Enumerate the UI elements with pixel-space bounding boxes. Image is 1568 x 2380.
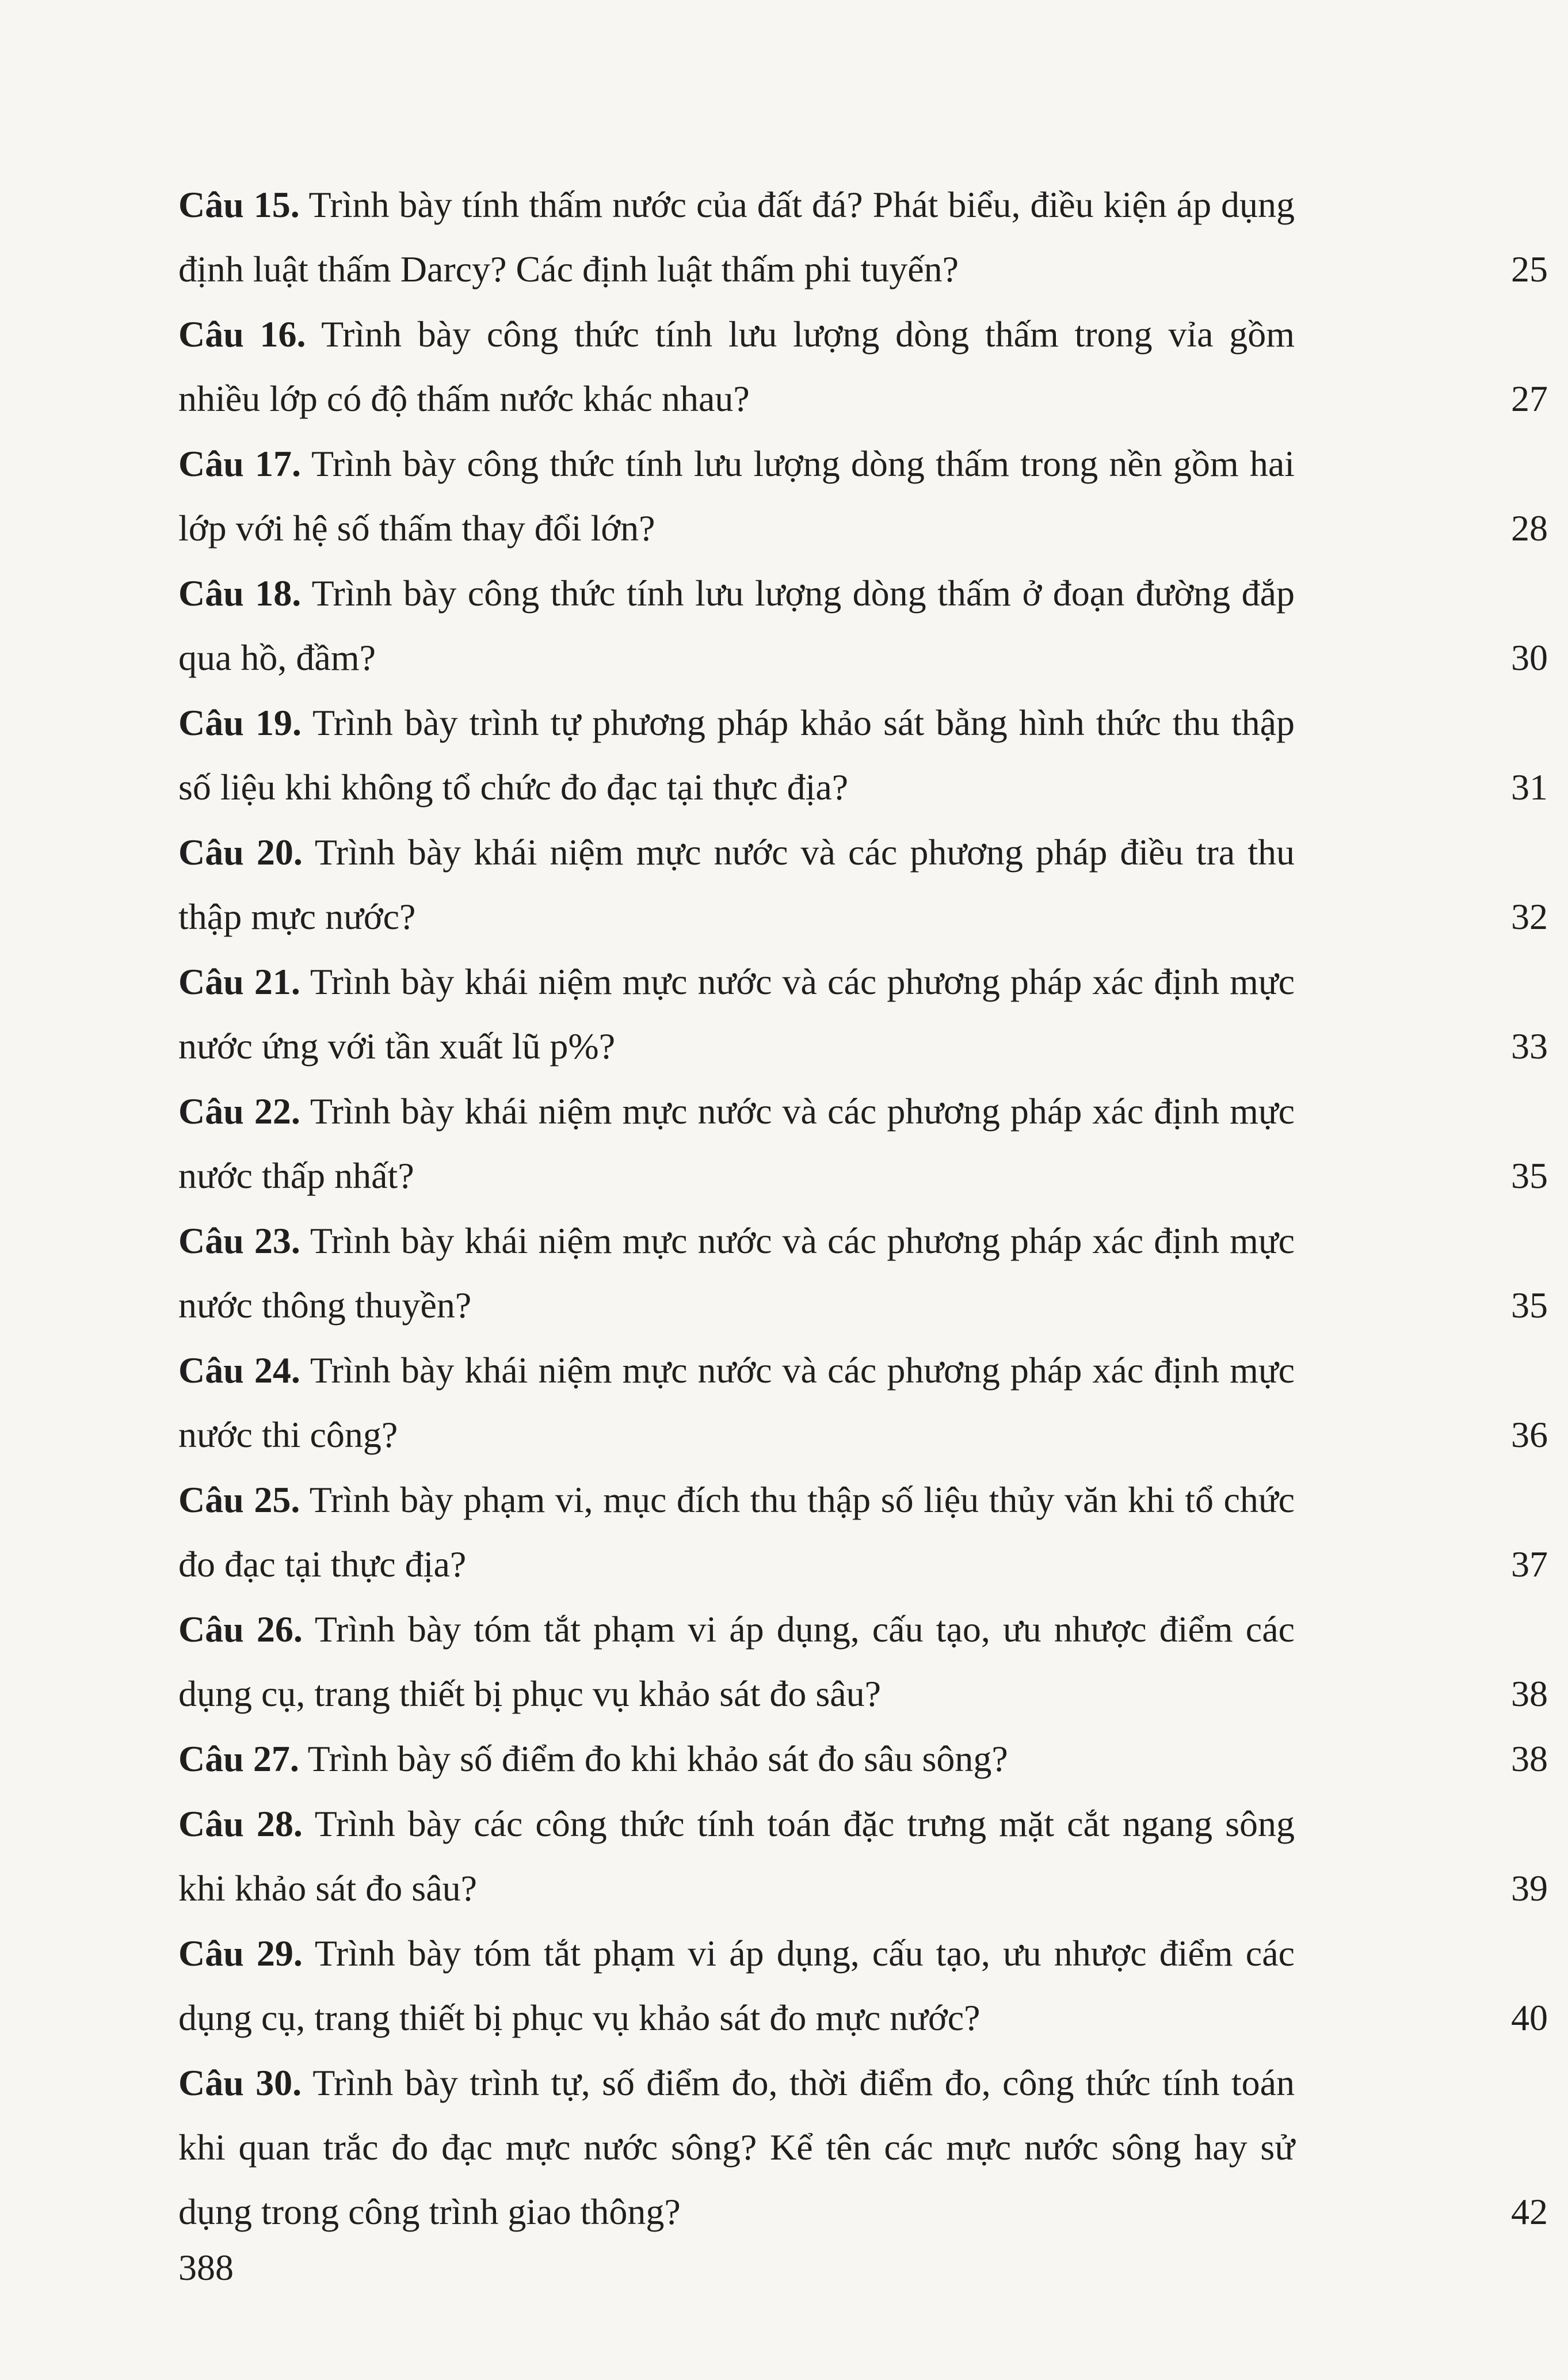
question-text: Trình bày khái niệm mực nước và các phương pháp xác định mực nước thi công? xyxy=(178,1350,1295,1455)
toc-entry-text-wrap xyxy=(178,1921,1421,2050)
toc-entry-text-wrap xyxy=(178,302,1421,431)
question-text: Trình bày tóm tắt phạm vi áp dụng, cấu tạo, ưu nhược điểm các dụng cụ, trang thiết bị phục vụ khảo sát đo mực nước? xyxy=(178,1933,1295,2038)
toc-entry-text-wrap xyxy=(178,432,1421,561)
toc-page-number: 35 xyxy=(1511,1155,1548,1196)
toc-entry-text-wrap xyxy=(178,1727,1421,1791)
toc-page-number: 32 xyxy=(1511,896,1548,937)
toc-entry-text-wrap xyxy=(178,1792,1421,1921)
question-text: Trình bày các công thức tính toán đặc trưng mặt cắt ngang sông khi khảo sát đo sâu? xyxy=(178,1803,1295,1909)
question-number: Câu 28. xyxy=(178,1803,303,1844)
toc-entry xyxy=(178,1209,1548,1338)
toc-entry-text-wrap xyxy=(178,820,1421,949)
question-text: Trình bày công thức tính lưu lượng dòng thấm ở đoạn đường đắp qua hồ, đầm? xyxy=(178,573,1295,678)
question-text: Trình bày công thức tính lưu lượng dòng thấm trong nền gồm hai lớp với hệ số thấm thay đổi lớn? xyxy=(178,443,1295,549)
question-text: Trình bày phạm vi, mục đích thu thập số liệu thủy văn khi tổ chức đo đạc tại thực địa? xyxy=(178,1479,1295,1585)
question-number: Câu 30. xyxy=(178,2062,302,2103)
toc-entry-text-wrap xyxy=(178,1079,1421,1208)
toc-entry xyxy=(178,950,1548,1079)
question-text: Trình bày tính thấm nước của đất đá? Phát biểu, điều kiện áp dụng định luật thấm Darcy? Các định luật thấm phi tuyến? xyxy=(178,184,1295,290)
toc-entry-text-wrap xyxy=(178,691,1421,820)
question-number: Câu 21. xyxy=(178,961,300,1002)
toc-page-number: 30 xyxy=(1511,637,1548,678)
toc-page-number: 31 xyxy=(1511,767,1548,808)
question-number: Câu 15. xyxy=(178,184,300,225)
toc-entry-text-wrap xyxy=(178,1468,1421,1597)
toc-entry xyxy=(178,1338,1548,1467)
question-number: Câu 29. xyxy=(178,1933,303,1974)
toc-page-number: 40 xyxy=(1511,1997,1548,2038)
question-number: Câu 16. xyxy=(178,314,306,355)
toc-page-number: 35 xyxy=(1511,1285,1548,1326)
question-number: Câu 27. xyxy=(178,1738,299,1779)
question-text: Trình bày khái niệm mực nước và các phương pháp xác định mực nước thấp nhất? xyxy=(178,1091,1295,1196)
toc-page-number: 28 xyxy=(1511,508,1548,549)
question-number: Câu 20. xyxy=(178,832,303,873)
toc-page-number: 38 xyxy=(1511,1673,1548,1714)
toc-list xyxy=(178,173,1548,2245)
question-text: Trình bày khái niệm mực nước và các phương pháp xác định mực nước thông thuyền? xyxy=(178,1220,1295,1326)
toc-entry-text-wrap xyxy=(178,173,1421,302)
page-number: 388 xyxy=(178,2247,234,2288)
question-number: Câu 18. xyxy=(178,573,302,614)
toc-page-number: 27 xyxy=(1511,378,1548,419)
toc-entry-text-wrap xyxy=(178,2051,1421,2244)
toc-entry-text-wrap xyxy=(178,561,1421,690)
toc-entry xyxy=(178,820,1548,949)
toc-page-number: 33 xyxy=(1511,1026,1548,1067)
toc-entry-text-wrap xyxy=(178,950,1421,1079)
toc-entry-text-wrap xyxy=(178,1597,1421,1726)
question-number: Câu 25. xyxy=(178,1479,300,1520)
question-text: Trình bày trình tự, số điểm đo, thời điểm đo, công thức tính toán khi quan trắc đo đạc mực nước sông? Kể tên các mực nước sông hay sử dụng trong công trình giao thông? xyxy=(178,2062,1295,2232)
question-text: Trình bày trình tự phương pháp khảo sát bằng hình thức thu thập số liệu khi không tổ chức đo đạc tại thực địa? xyxy=(178,702,1295,808)
toc-entry xyxy=(178,691,1548,820)
question-number: Câu 23. xyxy=(178,1220,300,1261)
question-number: Câu 17. xyxy=(178,443,301,484)
toc-page-number: 36 xyxy=(1511,1414,1548,1455)
toc-entry xyxy=(178,1792,1548,1921)
toc-entry xyxy=(178,432,1548,561)
question-text: Trình bày tóm tắt phạm vi áp dụng, cấu tạo, ưu nhược điểm các dụng cụ, trang thiết bị phục vụ khảo sát đo sâu? xyxy=(178,1609,1295,1714)
question-text: Trình bày khái niệm mực nước và các phương pháp xác định mực nước ứng với tần xuất lũ p%? xyxy=(178,961,1295,1067)
toc-entry xyxy=(178,2051,1548,2244)
toc-entry xyxy=(178,1597,1548,1726)
question-text: Trình bày khái niệm mực nước và các phương pháp điều tra thu thập mực nước? xyxy=(178,832,1295,937)
toc-page-number: 25 xyxy=(1511,249,1548,290)
question-number: Câu 19. xyxy=(178,702,302,743)
toc-entry-text-wrap xyxy=(178,1209,1421,1338)
toc-entry xyxy=(178,561,1548,690)
toc-page-number: 39 xyxy=(1511,1868,1548,1909)
toc-entry xyxy=(178,1079,1548,1208)
question-text: Trình bày số điểm đo khi khảo sát đo sâu sông? xyxy=(307,1738,1008,1779)
toc-entry xyxy=(178,302,1548,431)
toc-entry xyxy=(178,1921,1548,2050)
question-number: Câu 22. xyxy=(178,1091,300,1132)
toc-entry-text-wrap xyxy=(178,1338,1421,1467)
toc-page-number: 37 xyxy=(1511,1544,1548,1585)
toc-page-number: 42 xyxy=(1511,2191,1548,2232)
toc-entry xyxy=(178,1727,1548,1791)
question-text: Trình bày công thức tính lưu lượng dòng thấm trong vỉa gồm nhiều lớp có độ thấm nước khác nhau? xyxy=(178,314,1295,419)
question-number: Câu 26. xyxy=(178,1609,303,1650)
toc-entry xyxy=(178,1468,1548,1597)
toc-page-number: 38 xyxy=(1511,1738,1548,1779)
toc-entry xyxy=(178,173,1548,302)
question-number: Câu 24. xyxy=(178,1350,300,1391)
